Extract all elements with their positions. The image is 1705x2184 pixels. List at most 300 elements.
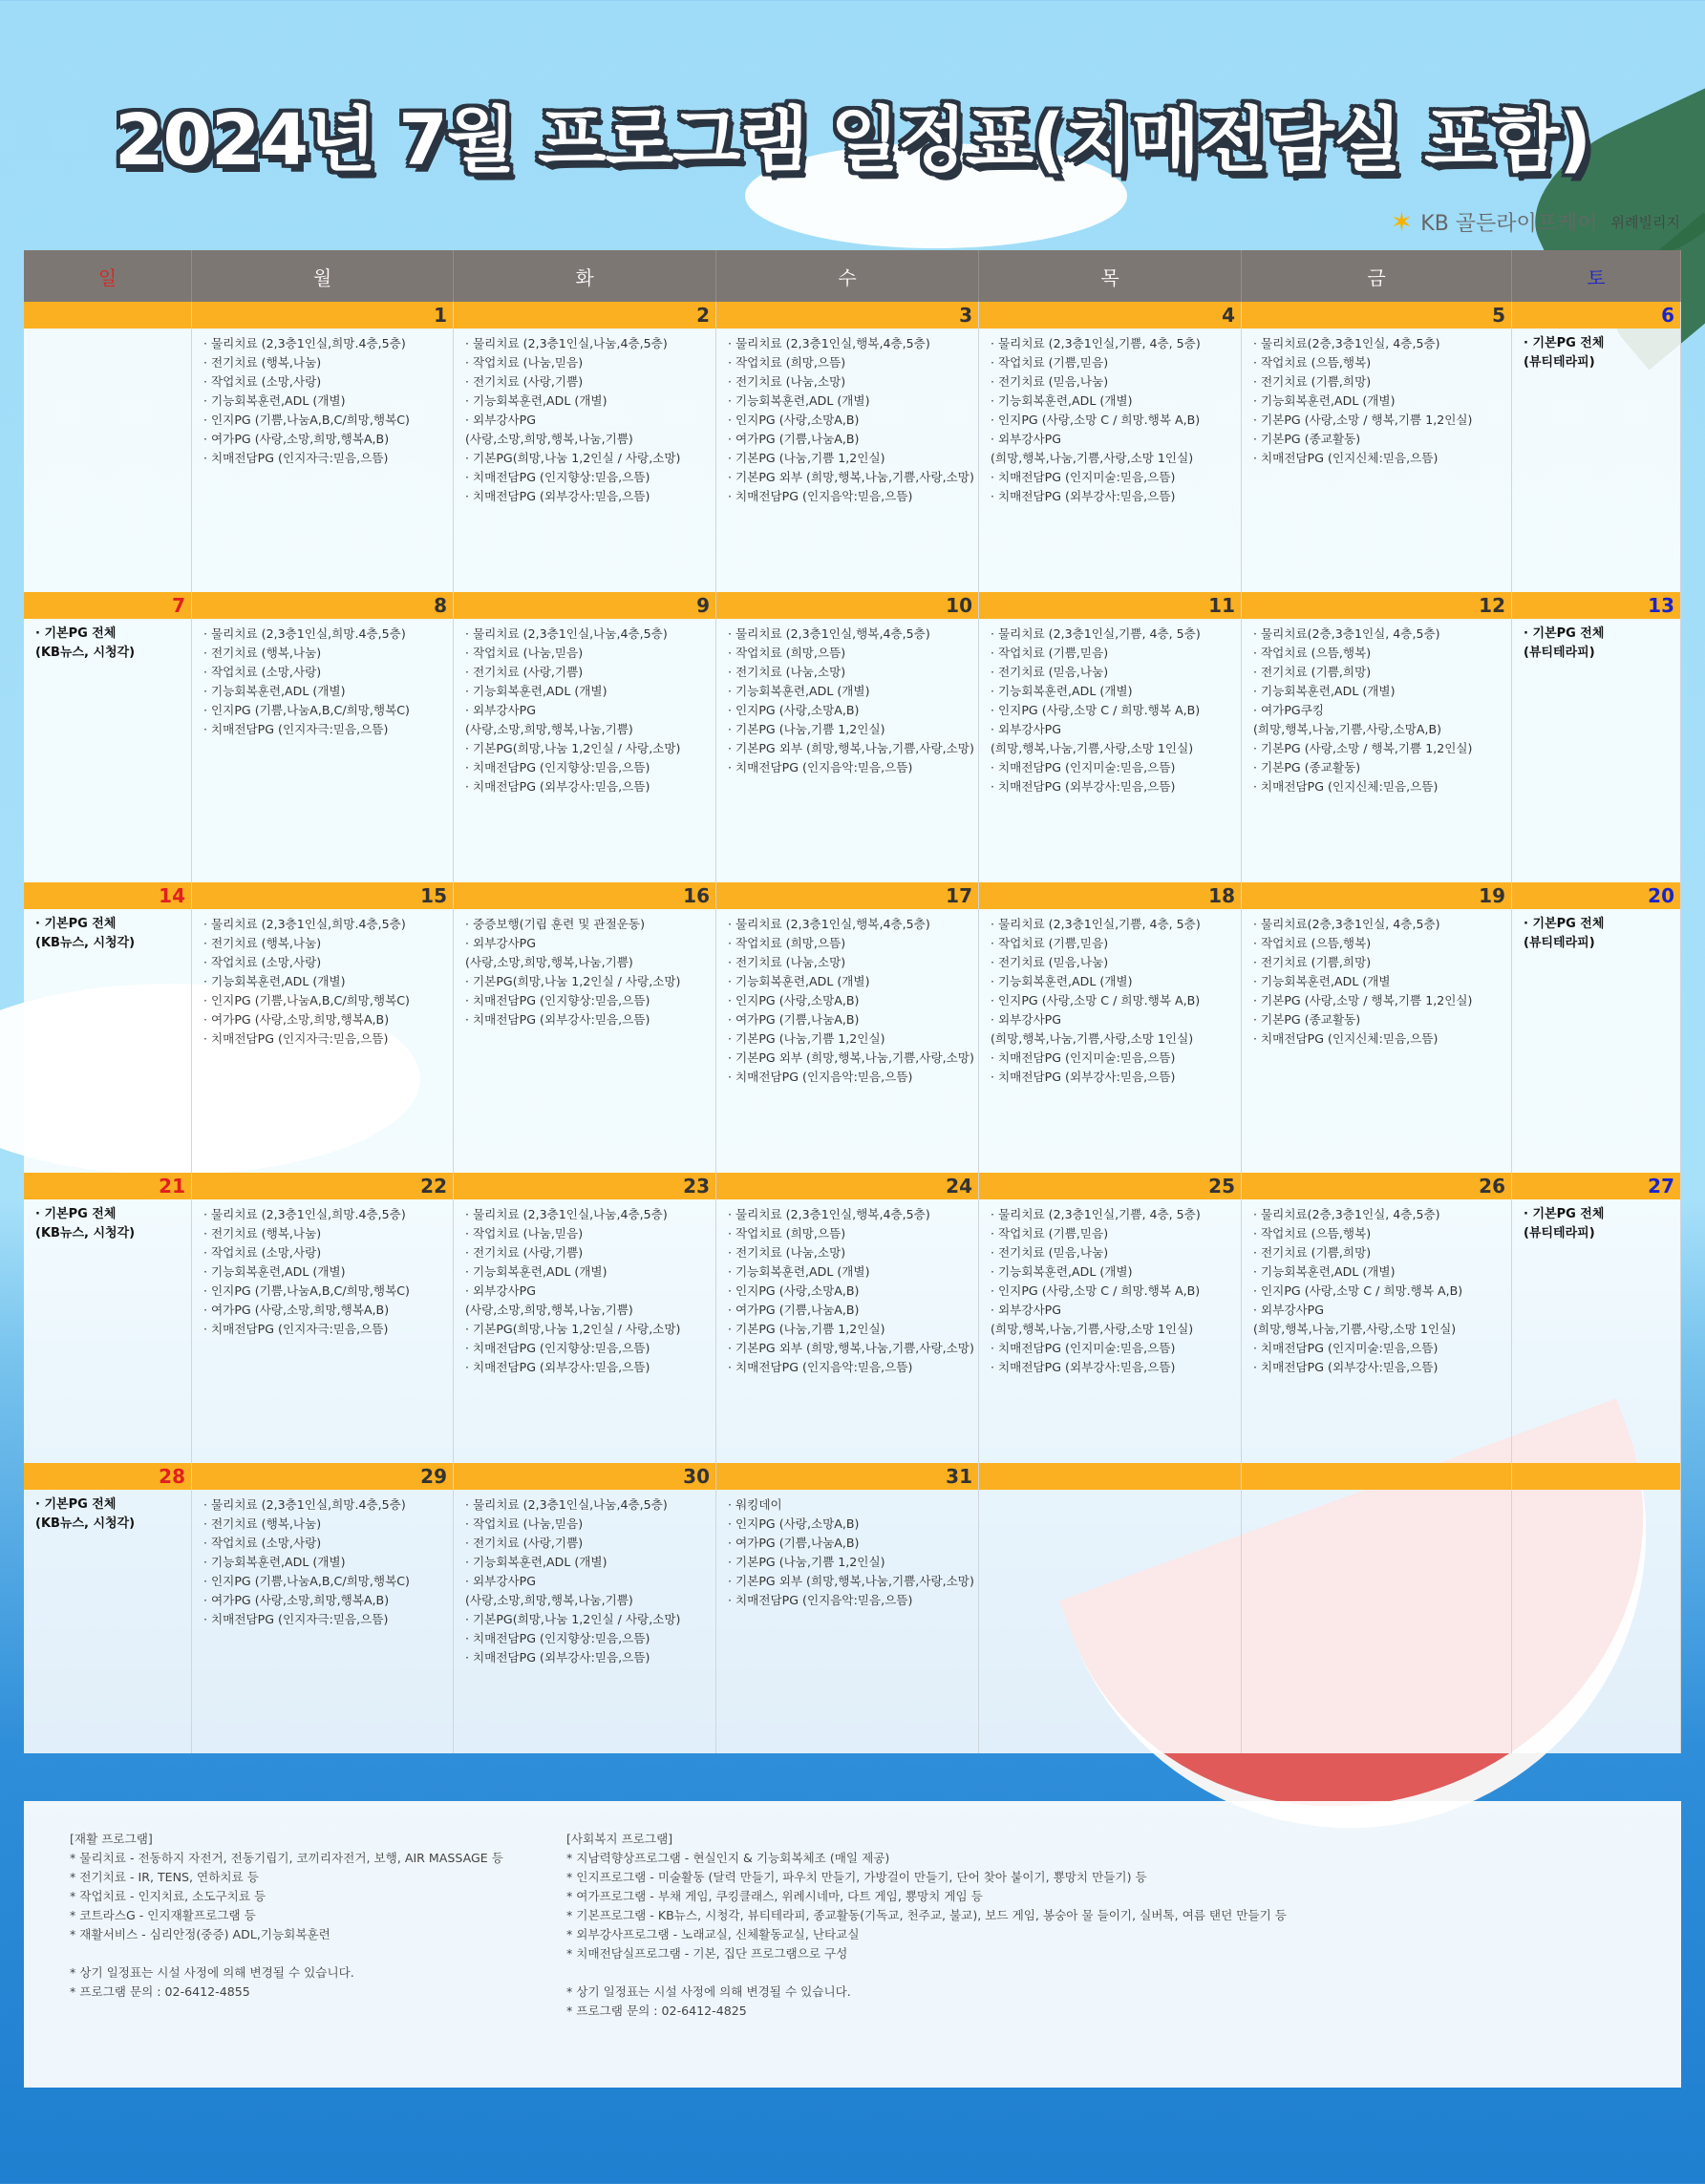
program-item: · 치매전담PG (인지음악:믿음,으뜸) [728,1360,913,1374]
note-line: * 상기 일정표는 시설 사정에 의해 변경될 수 있습니다. [566,1984,851,1999]
program-item: · 물리치료 (2,3층1인실,희망.4층,5층) [203,917,406,931]
program-item: · 여가PG (기쁨,나눔A,B) [728,432,860,446]
program-item: · 물리치료 (2,3층1인실,나눔,4층,5층) [465,336,668,350]
program-item: · 기능회복훈련,ADL (개별) [991,684,1133,698]
program-item: · 중증보행(기립 훈련 및 관절운동) [465,917,645,931]
day-cell [1242,882,1512,1173]
brand-logo [1391,206,1680,238]
program-item: · 기본PG 전체 [35,626,117,641]
program-item: · 외부강사PG [991,722,1062,736]
note-spacer [566,1963,1287,1983]
program-item: · 전기치료 (기쁨,희망) [1253,665,1372,679]
program-item: (희망,행복,나눔,기쁨,사랑,소망 1인실) [991,741,1194,755]
program-item: (희망,행복,나눔,기쁨,사랑,소망 1인실) [991,451,1194,465]
program-list [716,1199,978,1377]
program-item: · 치매전담PG (외부강사:믿음,으뜸) [991,779,1176,794]
program-item: · 작업치료 (나눔,믿음) [465,1226,584,1240]
note-line: * 작업치료 - 인지치료, 소도구치료 등 [70,1889,266,1903]
program-list [1512,1490,1680,1495]
program-item: · 치매전담PG (외부강사:믿음,으뜸) [465,779,650,794]
program-item: · 기본PG(희망,나눔 1,2인실 / 사랑,소망) [465,451,681,465]
note-line: * 지남력향상프로그램 - 현실인지 & 기능회복체조 (매일 제공) [566,1851,890,1865]
program-item: · 기본PG (종교활동) [1253,760,1361,774]
program-item: · 치매전담PG (인지향상:믿음,으뜸) [465,1341,650,1355]
program-item: · 인지PG (사랑,소망A,B) [728,1283,860,1298]
day-number: 12 [1242,592,1511,619]
program-item: · 외부강사PG [465,936,537,950]
program-item: (사랑,소망,희망,행복,나눔,기쁨) [465,1303,633,1317]
program-item: · 전기치료 (믿음,나눔) [991,374,1109,389]
program-item: · 기능회복훈련,ADL (개별) [203,974,346,988]
note-line: * 여가프로그램 - 부채 게임, 쿠킹클래스, 위례시네마, 다트 게임, 뿅망치 게임 등 [566,1889,983,1903]
program-list [24,329,191,334]
program-item: · 여가PG (사랑,소망,희망,행복A,B) [203,1303,390,1317]
program-item: · 인지PG (기쁨,나눔A,B,C/희망,행복C) [203,1574,410,1588]
program-item: · 작업치료 (으뜸,행복) [1253,936,1372,950]
program-item: · 기본PG 외부 (희망,행복,나눔,기쁨,사랑,소망) [728,1341,974,1355]
weekday-wed: 수 [716,250,979,302]
program-item: · 물리치료 (2,3층1인실,희망.4층,5층) [203,1497,406,1512]
program-item: · 치매전담PG (인지향상:믿음,으뜸) [465,470,650,484]
program-item: · 전기치료 (행복,나눔) [203,1226,322,1240]
day-number: 3 [716,302,978,329]
program-item: · 물리치료 (2,3층1인실,기쁨, 4층, 5층) [991,336,1201,350]
program-item: · 치매전담PG (인지음악:믿음,으뜸) [728,1070,913,1084]
program-item: · 기능회복훈련,ADL (개별) [991,974,1133,988]
program-item: · 치매전담PG (인지음악:믿음,으뜸) [728,489,913,503]
program-item: · 치매전담PG (인지자극:믿음,으뜸) [203,1322,389,1336]
program-list [716,619,978,777]
program-list [1242,1199,1511,1377]
program-list [979,329,1241,506]
program-item: · 인지PG (사랑,소망 C / 희망.행복 A,B) [1253,1283,1463,1298]
day-cell [454,882,716,1173]
program-item: · 여가PG쿠킹 [1253,703,1325,717]
day-cell [979,1173,1242,1463]
program-item: · 물리치료(2층,3층1인실, 4층,5층) [1253,1207,1440,1221]
note-line: * 기본프로그램 - KB뉴스, 시청각, 뷰티테라피, 종교활동(기독교, 천주교, 불교), 보드 게임, 봉숭아 물 들이기, 실버톡, 여름 탠던 만들기 등 [566,1908,1287,1922]
day-number: 31 [716,1463,978,1490]
program-item: · 치매전담PG (인지신체:믿음,으뜸) [1253,1031,1439,1046]
program-item: · 기본PG (사랑,소망 / 행복,기쁨 1,2인실) [1253,741,1473,755]
program-item: · 작업치료 (나눔,믿음) [465,355,584,370]
program-item: · 치매전담PG (외부강사:믿음,으뜸) [991,1070,1176,1084]
program-item: · 물리치료(2층,3층1인실, 4층,5층) [1253,917,1440,931]
program-item: · 기본PG 전체 [35,1497,117,1512]
program-list [979,909,1241,1087]
program-item: · 전기치료 (행복,나눔) [203,1516,322,1531]
program-item: · 치매전담PG (외부강사:믿음,으뜸) [465,1360,650,1374]
program-item: · 전기치료 (나눔,소망) [728,374,846,389]
program-item: · 기본PG (나눔,기쁨 1,2인실) [728,451,885,465]
program-item: · 치매전담PG (외부강사:믿음,으뜸) [465,489,650,503]
program-list [979,619,1241,796]
program-item: · 인지PG (기쁨,나눔A,B,C/희망,행복C) [203,1283,410,1298]
day-cell [979,1463,1242,1753]
day-cell [1242,592,1512,882]
program-item: · 기능회복훈련,ADL (개별) [1253,1264,1396,1279]
program-item: · 작업치료 (으뜸,행복) [1253,646,1372,660]
program-item: · 작업치료 (희망,으뜸) [728,646,846,660]
program-item: · 인지PG (사랑,소망 C / 희망.행복 A,B) [991,703,1201,717]
day-cell [1512,592,1681,882]
day-number: 11 [979,592,1241,619]
day-number: 8 [192,592,453,619]
day-cell [192,882,454,1173]
program-item: (KB뉴스, 시청각) [35,646,136,660]
day-number: 21 [24,1173,191,1199]
program-item: · 치매전담PG (외부강사:믿음,으뜸) [991,489,1176,503]
note-line: * 코트라스G - 인지재활프로그램 등 [70,1908,256,1922]
program-item: · 기본PG (종교활동) [1253,432,1361,446]
program-item: · 인지PG (기쁨,나눔A,B,C/희망,행복C) [203,413,410,427]
program-item: · 치매전담PG (인지미술:믿음,으뜸) [991,1050,1176,1065]
program-item: · 외부강사PG [465,1283,537,1298]
day-cell [24,882,192,1173]
day-number: 22 [192,1173,453,1199]
program-item: · 전기치료 (믿음,나눔) [991,1245,1109,1260]
day-cell [24,1463,192,1753]
day-number [1242,1463,1511,1490]
day-cell [24,1173,192,1463]
program-item: · 기능회복훈련,ADL (개별) [991,1264,1133,1279]
day-cell [716,1463,979,1753]
weekday-tue: 화 [454,250,716,302]
day-cell [454,302,716,592]
program-item: · 기본PG (나눔,기쁨 1,2인실) [728,1322,885,1336]
program-item: · 치매전담PG (인지미술:믿음,으뜸) [991,470,1176,484]
day-number: 30 [454,1463,715,1490]
program-list [1512,329,1680,372]
program-item: · 작업치료 (희망,으뜸) [728,936,846,950]
program-item: · 물리치료 (2,3층1인실,기쁨, 4층, 5층) [991,1207,1201,1221]
calendar-week [24,1173,1681,1463]
day-number: 13 [1512,592,1680,619]
program-item: · 외부강사PG [991,432,1062,446]
program-item: · 기본PG 외부 (희망,행복,나눔,기쁨,사랑,소망) [728,1050,974,1065]
program-item: · 물리치료 (2,3층1인실,희망.4층,5층) [203,626,406,641]
day-number: 1 [192,302,453,329]
program-list [1512,619,1680,663]
program-item: · 치매전담PG (인지음악:믿음,으뜸) [728,760,913,774]
program-item: · 기본PG 전체 [35,1207,117,1221]
program-item: · 치매전담PG (인지자극:믿음,으뜸) [203,722,389,736]
program-item: · 기본PG(희망,나눔 1,2인실 / 사랑,소망) [465,741,681,755]
program-item: · 작업치료 (소망,사랑) [203,1536,322,1550]
program-list [1242,909,1511,1049]
program-item: · 기본PG(희망,나눔 1,2인실 / 사랑,소망) [465,974,681,988]
program-item: · 기능회복훈련,ADL (개별) [1253,684,1396,698]
program-item: · 물리치료 (2,3층1인실,나눔,4층,5층) [465,1497,668,1512]
program-item: · 치매전담PG (인지신체:믿음,으뜸) [1253,779,1439,794]
program-item: · 전기치료 (사랑,기쁨) [465,1245,584,1260]
day-cell [1512,882,1681,1173]
program-item: (희망,행복,나눔,기쁨,사랑,소망 1인실) [991,1031,1194,1046]
program-item: · 기능회복훈련,ADL (개별) [465,684,607,698]
program-item: · 작업치료 (희망,으뜸) [728,355,846,370]
note-line: * 프로그램 문의 : 02-6412-4855 [70,1984,250,1999]
program-item: · 여가PG (기쁨,나눔A,B) [728,1012,860,1027]
program-item: (뷰티테라피) [1524,1226,1595,1240]
program-item: · 여가PG (기쁨,나눔A,B) [728,1303,860,1317]
program-item: · 기능회복훈련,ADL (개별) [203,1555,346,1569]
program-item: · 외부강사PG [465,703,537,717]
weekday-sun: 일 [24,250,192,302]
program-item: · 치매전담PG (인지음악:믿음,으뜸) [728,1593,913,1607]
program-list [716,329,978,506]
day-cell [979,592,1242,882]
program-item: · 전기치료 (사랑,기쁨) [465,1536,584,1550]
program-item: · 전기치료 (나눔,소망) [728,955,846,969]
program-item: · 치매전담PG (인지미술:믿음,으뜸) [991,1341,1176,1355]
program-item: · 외부강사PG [1253,1303,1325,1317]
day-cell [1512,1173,1681,1463]
day-cell [716,1173,979,1463]
program-list [1512,909,1680,953]
program-item: · 작업치료 (소망,사랑) [203,955,322,969]
program-item: · 치매전담PG (인지자극:믿음,으뜸) [203,1612,389,1626]
note-line: * 외부강사프로그램 - 노래교실, 신체활동교실, 난타교실 [566,1927,860,1941]
program-item: · 전기치료 (행복,나눔) [203,936,322,950]
program-item: · 기능회복훈련,ADL (개별) [203,684,346,698]
calendar-week [24,592,1681,882]
day-cell [192,592,454,882]
day-cell [1512,1463,1681,1753]
program-item: (희망,행복,나눔,기쁨,사랑,소망 1인실) [991,1322,1194,1336]
program-item: · 작업치료 (으뜸,행복) [1253,355,1372,370]
program-item: · 인지PG (기쁨,나눔A,B,C/희망,행복C) [203,993,410,1007]
day-cell [1242,1463,1512,1753]
program-item: · 기능회복훈련,ADL (개별) [465,393,607,408]
program-item: · 전기치료 (행복,나눔) [203,355,322,370]
note-line: * 프로그램 문의 : 02-6412-4825 [566,2004,747,2018]
brand-sub: 위례빌리지 [1610,214,1680,231]
note-line: [재활 프로그램] [70,1832,153,1846]
program-item: · 치매전담PG (인지향상:믿음,으뜸) [465,993,650,1007]
day-number: 7 [24,592,191,619]
note-line: * 물리치료 - 전동하지 자전거, 전동기립기, 코끼리자전거, 보행, AIR MASSAGE 등 [70,1851,503,1865]
program-item: · 기본PG 외부 (희망,행복,나눔,기쁨,사랑,소망) [728,470,974,484]
program-list [24,619,191,663]
program-item: · 외부강사PG [991,1303,1062,1317]
day-cell [24,592,192,882]
note-line: * 전기치료 - IR, TENS, 연하치료 등 [70,1870,259,1884]
program-item: · 전기치료 (기쁨,희망) [1253,374,1372,389]
program-item: · 작업치료 (소망,사랑) [203,665,322,679]
day-cell [979,302,1242,592]
program-list [454,1199,715,1377]
program-list [979,1199,1241,1377]
program-item: (뷰티테라피) [1524,936,1595,950]
weekday-thu: 목 [979,250,1242,302]
program-item: · 기능회복훈련,ADL (개별) [1253,393,1396,408]
program-item: · 물리치료 (2,3층1인실,희망.4층,5층) [203,336,406,350]
program-item: · 치매전담PG (외부강사:믿음,으뜸) [991,1360,1176,1374]
note-line: * 재활서비스 - 심리안정(중증) ADL,기능회복훈련 [70,1927,330,1941]
day-cell [454,592,716,882]
program-item: · 기본PG (사랑,소망 / 행복,기쁨 1,2인실) [1253,993,1473,1007]
program-item: · 인지PG (기쁨,나눔A,B,C/희망,행복C) [203,703,410,717]
day-number: 14 [24,882,191,909]
program-item: (사랑,소망,희망,행복,나눔,기쁨) [465,955,633,969]
program-item: · 기능회복훈련,ADL (개별) [728,974,870,988]
rehab-program-notes [70,1830,503,2002]
program-item: · 여가PG (기쁨,나눔A,B) [728,1536,860,1550]
program-item: · 기능회복훈련,ADL (개별) [728,1264,870,1279]
program-item: · 기본PG 외부 (희망,행복,나눔,기쁨,사랑,소망) [728,1574,974,1588]
weekday-sat: 토 [1512,250,1681,302]
program-item: · 기본PG 전체 [1524,917,1605,931]
program-item: · 기본PG 전체 [1524,1207,1605,1221]
program-item: · 기본PG (나눔,기쁨 1,2인실) [728,722,885,736]
social-program-notes [566,1830,1287,2021]
program-item: · 전기치료 (나눔,소망) [728,1245,846,1260]
program-notes [24,1801,1681,2088]
note-spacer [70,1944,503,1963]
day-cell [454,1463,716,1753]
brand-name: KB 골든라이프케어 [1420,212,1598,236]
program-item: · 치매전담PG (인지자극:믿음,으뜸) [203,1031,389,1046]
program-item: · 물리치료 (2,3층1인실,나눔,4층,5층) [465,626,668,641]
program-item: · 기능회복훈련,ADL (개별) [203,393,346,408]
program-item: · 기능회복훈련,ADL (개별) [465,1264,607,1279]
day-number: 2 [454,302,715,329]
day-number: 20 [1512,882,1680,909]
program-item: (희망,행복,나눔,기쁨,사랑,소망A,B) [1253,722,1442,736]
program-list [192,329,453,468]
page-title: 2024년 7월 프로그램 일정표(치매전담실 포함) [115,99,1590,181]
weekday-fri: 금 [1242,250,1512,302]
program-item: · 여가PG (사랑,소망,희망,행복A,B) [203,432,390,446]
program-item: · 인지PG (사랑,소망A,B) [728,413,860,427]
program-item: · 치매전담PG (인지자극:믿음,으뜸) [203,451,389,465]
program-item: · 기능회복훈련,ADL (개별) [465,1555,607,1569]
day-number: 6 [1512,302,1680,329]
program-item: · 기본PG 전체 [35,917,117,931]
day-number: 9 [454,592,715,619]
day-cell [716,302,979,592]
program-list [192,1490,453,1629]
program-item: · 전기치료 (행복,나눔) [203,646,322,660]
program-list [1512,1199,1680,1243]
program-item: · 치매전담PG (외부강사:믿음,으뜸) [465,1012,650,1027]
day-cell [1242,1173,1512,1463]
day-number: 25 [979,1173,1241,1199]
program-item: · 물리치료 (2,3층1인실,기쁨, 4층, 5층) [991,626,1201,641]
day-number: 24 [716,1173,978,1199]
program-item: · 인지PG (사랑,소망 C / 희망.행복 A,B) [991,1283,1201,1298]
program-list [716,909,978,1087]
day-number: 17 [716,882,978,909]
program-item: (KB뉴스, 시청각) [35,1226,136,1240]
day-cell [192,1463,454,1753]
day-number: 15 [192,882,453,909]
kb-star-icon: ✶ [1390,206,1414,238]
program-item: · 여가PG (사랑,소망,희망,행복A,B) [203,1012,390,1027]
program-item: · 치매전담PG (인지미술:믿음,으뜸) [1253,1341,1439,1355]
program-list [716,1490,978,1610]
program-item: · 전기치료 (믿음,나눔) [991,955,1109,969]
program-item: · 인지PG (사랑,소망A,B) [728,993,860,1007]
note-line: [사회복지 프로그램] [566,1832,673,1846]
program-item: · 워킹데이 [728,1497,782,1512]
day-number: 26 [1242,1173,1511,1199]
day-number: 10 [716,592,978,619]
weekday-header [24,250,1681,302]
program-list [454,329,715,506]
program-item: (KB뉴스, 시청각) [35,1516,136,1531]
calendar-weeks [24,302,1681,1753]
program-item: · 치매전담PG (인지신체:믿음,으뜸) [1253,451,1439,465]
program-item: (KB뉴스, 시청각) [35,936,136,950]
program-item: · 기본PG 전체 [1524,626,1605,641]
day-cell [716,592,979,882]
program-item: · 외부강사PG [991,1012,1062,1027]
program-list [1242,619,1511,796]
program-item: (사랑,소망,희망,행복,나눔,기쁨) [465,1593,633,1607]
program-list [979,1490,1241,1495]
program-item: · 물리치료 (2,3층1인실,행복,4층,5층) [728,626,930,641]
day-cell [192,1173,454,1463]
program-item: · 작업치료 (기쁨,믿음) [991,1226,1109,1240]
program-list [1242,1490,1511,1495]
program-item: · 기본PG 외부 (희망,행복,나눔,기쁨,사랑,소망) [728,741,974,755]
program-item: · 물리치료 (2,3층1인실,희망.4층,5층) [203,1207,406,1221]
program-list [1242,329,1511,468]
program-item: · 기능회복훈련,ADL (개별) [991,393,1133,408]
program-item: · 기본PG (사랑,소망 / 행복,기쁨 1,2인실) [1253,413,1473,427]
program-item: · 치매전담PG (인지향상:믿음,으뜸) [465,760,650,774]
program-item: · 물리치료 (2,3층1인실,기쁨, 4층, 5층) [991,917,1201,931]
day-cell [979,882,1242,1173]
program-item: · 외부강사PG [465,1574,537,1588]
note-line: * 인지프로그램 - 미술활동 (달력 만들기, 파우치 만들기, 가방걸이 만들기, 단어 찾아 붙이기, 뿅망치 만들기) 등 [566,1870,1147,1884]
program-item: · 인지PG (사랑,소망A,B) [728,1516,860,1531]
program-item: · 작업치료 (나눔,믿음) [465,646,584,660]
day-cell [24,302,192,592]
program-item: · 작업치료 (희망,으뜸) [728,1226,846,1240]
program-item: · 물리치료(2층,3층1인실, 4층,5층) [1253,626,1440,641]
program-item: · 치매전담PG (인지향상:믿음,으뜸) [465,1631,650,1645]
program-list [454,1490,715,1667]
program-item: · 기능회복훈련,ADL (개별 [1253,974,1391,988]
note-line: * 치매전담실프로그램 - 기본, 집단 프로그램으로 구성 [566,1946,848,1961]
program-item: (희망,행복,나눔,기쁨,사랑,소망 1인실) [1253,1322,1457,1336]
program-item: · 치매전담PG (인지미술:믿음,으뜸) [991,760,1176,774]
program-list [24,1490,191,1534]
program-item: · 작업치료 (기쁨,믿음) [991,355,1109,370]
day-number: 27 [1512,1173,1680,1199]
program-item: · 외부강사PG [465,413,537,427]
program-list [24,909,191,953]
program-item: · 작업치료 (소망,사랑) [203,1245,322,1260]
day-cell [192,302,454,592]
program-item: · 작업치료 (으뜸,행복) [1253,1226,1372,1240]
day-number: 16 [454,882,715,909]
program-item: · 전기치료 (나눔,소망) [728,665,846,679]
program-item: · 기본PG (종교활동) [1253,1012,1361,1027]
program-item: (사랑,소망,희망,행복,나눔,기쁨) [465,432,633,446]
program-item: · 기능회복훈련,ADL (개별) [728,393,870,408]
program-item: · 물리치료 (2,3층1인실,나눔,4층,5층) [465,1207,668,1221]
day-number: 29 [192,1463,453,1490]
program-item: · 물리치료 (2,3층1인실,행복,4층,5층) [728,1207,930,1221]
day-number: 28 [24,1463,191,1490]
weekday-mon: 월 [192,250,454,302]
program-item: · 전기치료 (기쁨,희망) [1253,955,1372,969]
day-cell [454,1173,716,1463]
program-item: · 기본PG 전체 [1524,336,1605,350]
